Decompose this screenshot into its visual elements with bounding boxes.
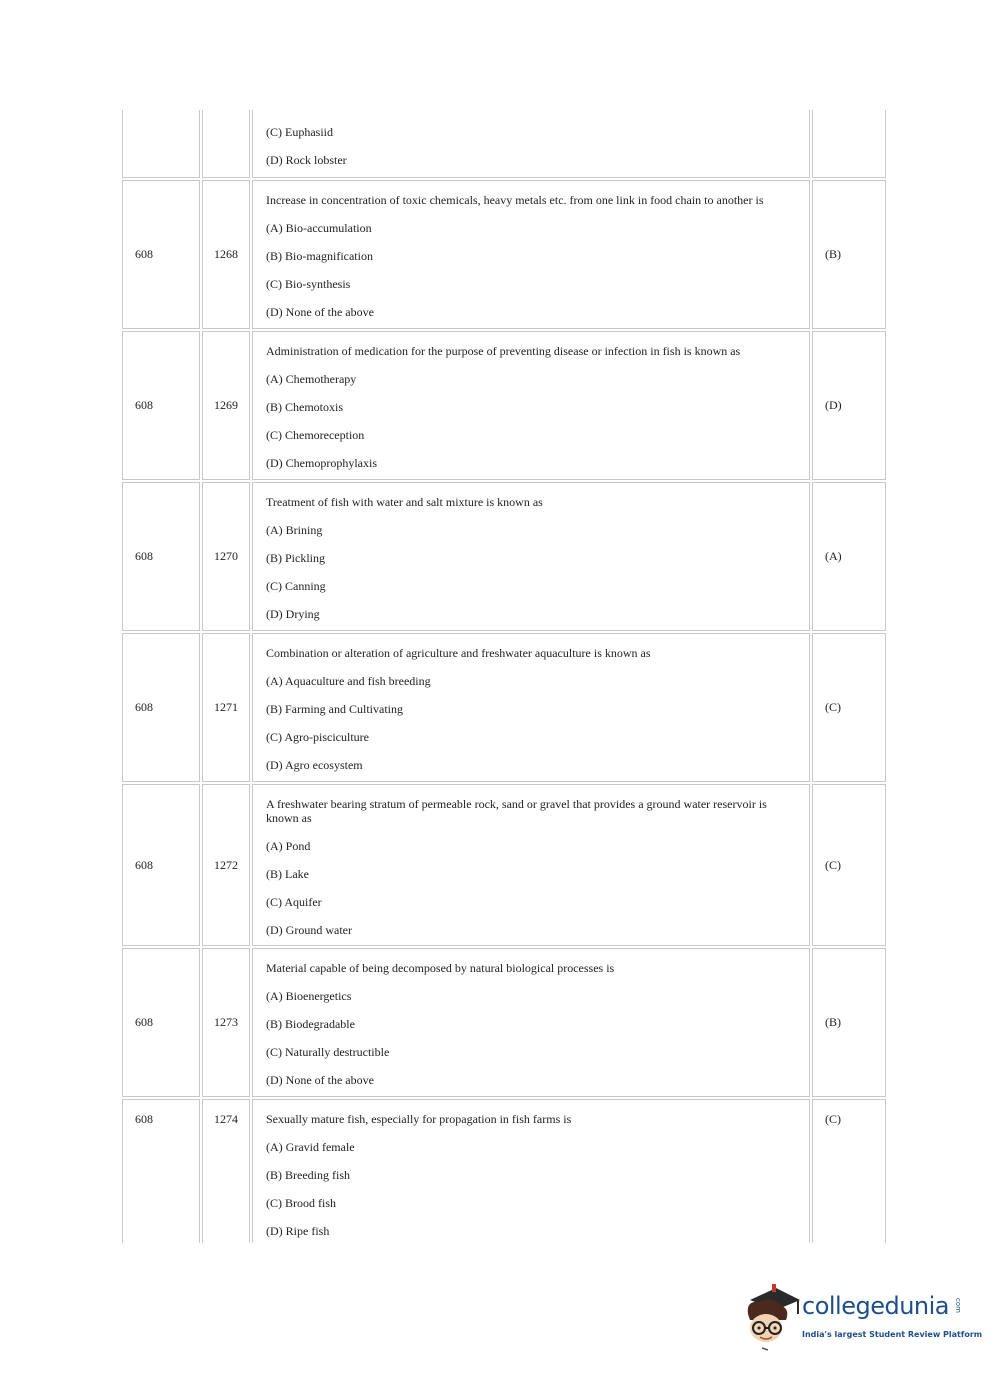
- option-b: (B) Biodegradable: [266, 1017, 355, 1031]
- question-cell: [252, 633, 810, 782]
- question-number-cell: [202, 331, 250, 480]
- option-b: (B) Farming and Cultivating: [266, 702, 403, 716]
- option-a: (A) Gravid female: [266, 1140, 355, 1154]
- brand-name: collegedunia: [802, 1292, 950, 1320]
- serial-cell: [122, 784, 200, 946]
- question-cell: [252, 784, 810, 946]
- answer-text: (C): [825, 857, 841, 872]
- option-d: (D) Rock lobster: [266, 153, 347, 167]
- serial-number: 608: [135, 549, 153, 563]
- answer-cell: [812, 784, 886, 946]
- collegedunia-logo: [742, 1284, 983, 1354]
- option-c: (C) Canning: [266, 579, 326, 593]
- question-text: Increase in concentration of toxic chemicals, heavy metals etc. from one link in food chain to another is: [266, 193, 764, 207]
- question-number-cell: [202, 633, 250, 782]
- option-a: (A) Bio-accumulation: [266, 221, 372, 235]
- brand-tagline: India's largest Student Review Platform: [802, 1330, 983, 1339]
- option-a: (A) Pond: [266, 839, 311, 853]
- question-cell: [252, 1099, 810, 1243]
- option-a: (A) Bioenergetics: [266, 989, 352, 1003]
- option-b: (B) Chemotoxis: [266, 400, 343, 414]
- question-number: 1270: [214, 549, 238, 563]
- table-row: [122, 110, 886, 178]
- brand-domain: com: [954, 1298, 962, 1313]
- option-d: (D) Ground water: [266, 923, 352, 937]
- answer-cell: [812, 482, 886, 631]
- option-d: (D) Chemoprophylaxis: [266, 456, 377, 470]
- table-row: [122, 948, 886, 1097]
- answer-text: (C): [825, 1112, 841, 1126]
- question-number-cell: [202, 1099, 250, 1243]
- option-a: (A) Chemotherapy: [266, 372, 357, 386]
- option-d: (D) Drying: [266, 607, 320, 621]
- serial-cell: [122, 331, 200, 480]
- answer-text: (C): [825, 700, 841, 714]
- question-text: Administration of medication for the purpose of preventing disease or infection in fish is known as: [266, 344, 741, 358]
- question-number: 1271: [214, 700, 238, 714]
- question-cell: [252, 110, 810, 178]
- answer-cell: [812, 110, 886, 178]
- option-b: (B) Lake: [266, 867, 309, 881]
- answer-text: (B): [825, 1015, 841, 1029]
- serial-cell: [122, 1099, 200, 1243]
- answer-cell: [812, 948, 886, 1097]
- option-c: (C) Aquifer: [266, 895, 322, 909]
- question-number: 1272: [214, 857, 238, 872]
- question-text: Material capable of being decomposed by natural biological processes is: [266, 961, 615, 975]
- option-c: (C) Bio-synthesis: [266, 277, 351, 291]
- answer-cell: [812, 633, 886, 782]
- option-b: (B) Pickling: [266, 551, 325, 565]
- answer-cell: [812, 331, 886, 480]
- question-number-cell: [202, 482, 250, 631]
- answer-text: (A): [825, 549, 842, 563]
- question-text: Treatment of fish with water and salt mixture is known as: [266, 495, 543, 509]
- serial-cell: [122, 482, 200, 631]
- option-c: (C) Naturally destructible: [266, 1045, 390, 1059]
- option-d: (D) Agro ecosystem: [266, 758, 363, 772]
- table-row: [122, 633, 886, 782]
- question-text: Sexually mature fish, especially for propagation in fish farms is: [266, 1112, 572, 1126]
- table-row: [122, 1099, 886, 1243]
- option-d: (D) None of the above: [266, 1073, 374, 1087]
- question-cell: [252, 180, 810, 329]
- serial-number: 608: [135, 857, 153, 872]
- question-number-cell: [202, 180, 250, 329]
- question-number-cell: [202, 948, 250, 1097]
- question-number: 1268: [214, 247, 238, 261]
- option-d: (D) None of the above: [266, 305, 374, 319]
- serial-cell: [122, 633, 200, 782]
- option-b: (B) Breeding fish: [266, 1168, 350, 1182]
- option-a: (A) Aquaculture and fish breeding: [266, 674, 431, 688]
- table-row: [122, 331, 886, 480]
- question-text: A freshwater bearing stratum of permeable rock, sand or gravel that provides a ground water reservoir is known as: [266, 797, 767, 825]
- option-c: (C) Chemoreception: [266, 428, 365, 442]
- question-number: 1273: [214, 1015, 238, 1029]
- option-c: (C) Euphasiid: [266, 125, 333, 139]
- option-a: (A) Brining: [266, 523, 323, 537]
- question-number-cell: [202, 110, 250, 178]
- option-b: (B) Bio-magnification: [266, 249, 373, 263]
- question-number-cell: [202, 784, 250, 946]
- table-row: [122, 784, 886, 946]
- question-cell: [252, 331, 810, 480]
- table-row: [122, 482, 886, 631]
- serial-number: 608: [135, 700, 153, 714]
- serial-number: 608: [135, 1112, 153, 1126]
- serial-number: 608: [135, 398, 153, 412]
- serial-number: 608: [135, 1015, 153, 1029]
- serial-number: 608: [135, 247, 153, 261]
- question-cell: [252, 482, 810, 631]
- table-row: [122, 180, 886, 329]
- serial-cell: [122, 180, 200, 329]
- answer-cell: [812, 1099, 886, 1243]
- question-text: Combination or alteration of agriculture and freshwater aquaculture is known as: [266, 646, 651, 660]
- serial-cell: [122, 948, 200, 1097]
- option-c: (C) Agro-pisciculture: [266, 730, 369, 744]
- option-d: (D) Ripe fish: [266, 1224, 330, 1238]
- answer-text: (B): [825, 247, 841, 261]
- answer-cell: [812, 180, 886, 329]
- serial-cell: [122, 110, 200, 178]
- answer-text: (D): [825, 398, 842, 412]
- option-c: (C) Brood fish: [266, 1196, 336, 1210]
- mascot-icon: [742, 1284, 802, 1354]
- question-number: 1269: [214, 398, 238, 412]
- question-number: 1274: [214, 1112, 238, 1126]
- question-table: [122, 110, 886, 1243]
- question-cell: [252, 948, 810, 1097]
